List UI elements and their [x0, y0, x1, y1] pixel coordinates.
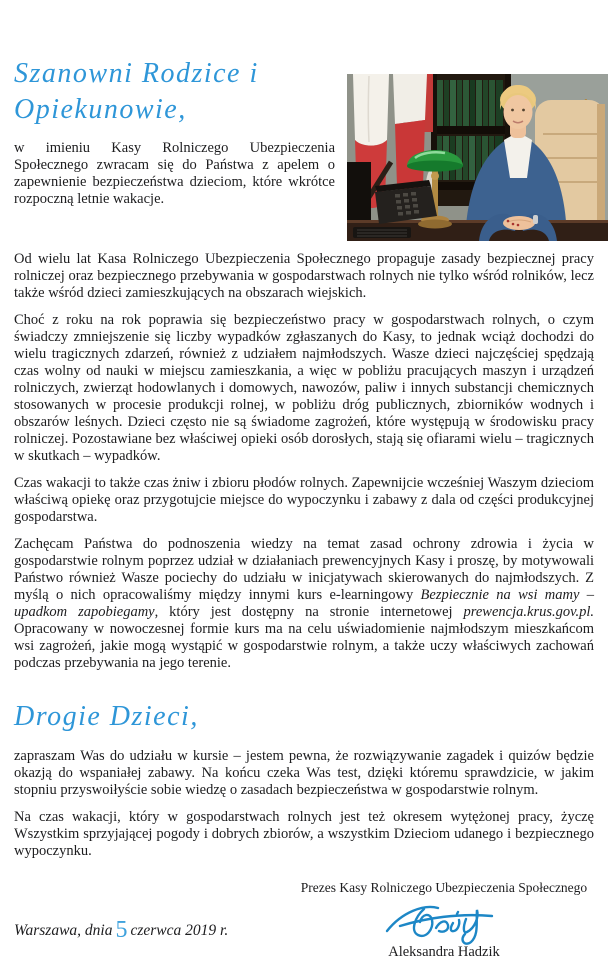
paragraph-holidays: Czas wakacji to także czas żniw i zbioru płodów rolnych. Zapewnijcie wcześniej Waszym dzieciom właściwą opiekę oraz przygotujcie miejsce do wypoczynku i zabawy z dala od części produkcyjnej gospodarstwa. — [14, 475, 594, 525]
office-photo-illustration — [347, 74, 608, 241]
paragraph-elearning-mid: , który jest dostępny na stronie internetowej — [154, 604, 464, 620]
signature-block — [294, 880, 594, 961]
greeting-children-heading: Drogie Dzieci, — [14, 701, 199, 732]
paragraph-elearning-lead: Zachęcam Państwa do podnoszenia wiedzy na temat zasad ochrony zdrowia i życia w gospodarstwie rolnym poprzez udział w działaniach prewencyjnych Kasy i proszę, by motywowali Państwo również Wasze pociechy do udziału w inicjatywach skierowanych do najmłodszych. Z myślą o nich opracowaliśmy między innymi kurs e-learningowy — [14, 536, 594, 603]
dateline-prefix: Warszawa, dnia — [14, 922, 113, 939]
dateline-suffix: czerwca 2019 r. — [130, 922, 229, 939]
signer-name: Aleksandra Hadzik — [388, 944, 500, 960]
letter-content — [0, 56, 608, 961]
paragraph-wishes: Na czas wakacji, który w gospodarstwach rolnych jest też okresem wytężonej pracy, życzę Wszystkim sprzyjającej pogody i dobrych zbiorów, a wszystkim Dzieciom udanego i bezpiecznego wypoczynku. — [14, 809, 594, 859]
paragraph-hazards: Choć z roku na rok poprawia się bezpieczeństwo pracy w gospodarstwach rolnych, o czym świadczy zmniejszenie się liczby wypadków zgłaszanych do Kasy, to jednak wciąż dochodzi do wielu tragicznych zdarzeń, również z udziałem najmłodszych. Wasze dzieci najczęściej spędzają czas wolny od nauki w miejscu zamieszkania, a więc w pobliżu pracujących maszyn i urządzeń rolniczych, zwierząt hodowlanych i domowych, nawozów, paliw i innych substancji chemicznych stosowanych w procesie produkcji rolnej, w pobliżu dróg publicznych, zbiorników wodnych i obszarów leśnych. Dzieci często nie są świadome zagrożeń, które występują w środowisku pracy rolniczej. Pozostawiane bez właściwej opieki osób dorosłych, stają się ofiarami wielu – tragicznych w skutkach – wypadków. — [14, 312, 594, 464]
signer-title: Prezes Kasy Rolniczego Ubezpieczenia Społecznego — [300, 880, 588, 895]
letter-page — [0, 56, 608, 960]
paragraph-elearning — [14, 536, 594, 672]
website-text: prewencja.krus.gov.pl. — [463, 604, 594, 620]
greeting-parents-heading: Szanowni Rodzice i Opiekunowie, — [14, 58, 259, 125]
paragraph-elearning-tail: Opracowany w nowoczesnej formie kurs ma na celu uświadomienie najmłodszym mieszkańcom wsi zagrożeń, jakie mogą wystąpić w gospodarstwie rolnym, a także uczy właściwych zachowań podczas przebywania na jego terenie. — [14, 621, 594, 671]
dateline — [14, 915, 228, 942]
paragraph-children-invite: zapraszam Was do udziału w kursie – jestem pewna, że rozwiązywanie zagadek i quizów będzie okazją do wspaniałej zabawy. Na końcu czeka Was test, dzięki któremu sprawdzicie, w jakim stopniu przyswoiłyście sobie wiedzę o zasadach bezpieczeństwa w gospodarstwie rolnym. — [14, 748, 594, 798]
course-title-text: Bezpiecznie na wsi mamy – upadkom zapobiegamy — [14, 587, 594, 620]
desk — [347, 220, 608, 241]
paragraph-intro: w imieniu Kasy Rolniczego Ubezpieczenia Społecznego zwracam się do Państwa z apelem o zapewnienie bezpieczeństwa dzieciom, które wkrótce rozpoczną letnie wakacje. — [14, 140, 335, 207]
president-office-photo — [347, 74, 608, 241]
dateline-day: 5 — [115, 917, 128, 943]
signature-scribble-icon — [384, 899, 504, 943]
paragraph-krus-mission: Od wielu lat Kasa Rolniczego Ubezpieczenia Społecznego propaguje zasady bezpiecznej pracy rolniczej oraz bezpiecznego przebywania w gospodarstwach rolnych nie tylko wśród rolników, lecz także wśród dzieci zamieszkujących na obszarach wiejskich. — [14, 251, 594, 301]
